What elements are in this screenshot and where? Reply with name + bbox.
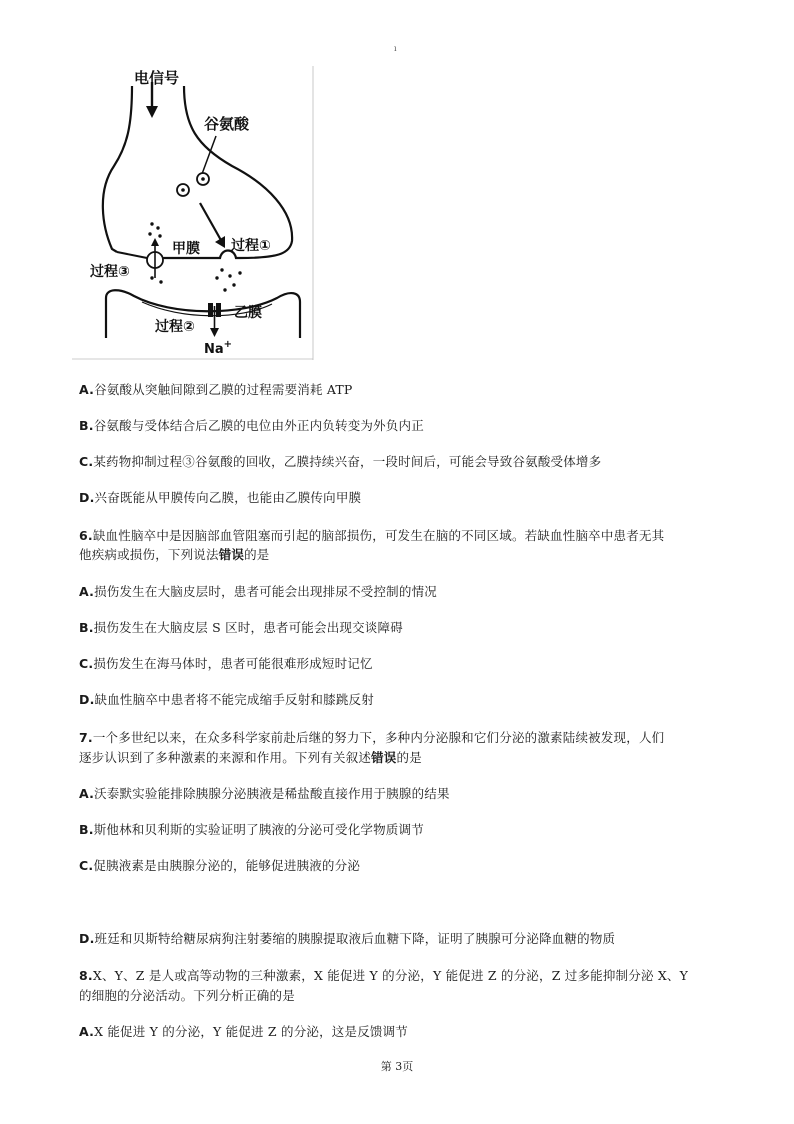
process2-receptor-channel: [208, 303, 221, 337]
q6-option-b: B.损伤发生在大脑皮层 S 区时，患者可能会出现交谈障碍: [79, 620, 403, 635]
q6-option-c: C.损伤发生在海马体时，患者可能很难形成短时记忆: [79, 656, 373, 671]
q5-option-b: B.谷氨酸与受体结合后乙膜的电位由外正内负转变为外负内正: [79, 418, 424, 433]
presynaptic-terminal-outline: [103, 86, 292, 258]
label-membrane-a: 甲膜: [172, 241, 200, 257]
q6-stem-line1: 6.缺血性脑卒中是因脑部血管阻塞而引起的脑部损伤，可发生在脑的不同区域。若缺血性脑卒中患者无其: [79, 528, 665, 543]
q6-stem-line2: 他疾病或损伤，下列说法错误的是: [79, 547, 270, 562]
label-process3: 过程③: [90, 264, 130, 280]
exocytosis-arrow: [200, 203, 225, 248]
q7-stem-line1: 7.一个多世纪以来，在众多科学家前赴后继的努力下，多种内分泌腺和它们分泌的激素陆续被发现，人们: [79, 730, 665, 745]
synaptic-vesicles: [177, 173, 209, 196]
page-number: 第 3页: [380, 1060, 414, 1073]
page-top-mark: ı: [394, 44, 397, 53]
label-signal: 电信号: [134, 69, 180, 87]
q8-stem-line1: 8.X、Y、Z 是人或高等动物的三种激素，X 能促进 Y 的分泌，Y 能促进 Z 的分泌，Z 过多能抑制分泌 X、Y: [79, 968, 689, 983]
q7-stem-line2: 逐步认识到了多种激素的来源和作用。下列有关叙述错误的是: [79, 750, 422, 765]
label-sodium: Na+: [204, 339, 233, 357]
label-process1: 过程①: [231, 238, 271, 254]
q7-option-b: B.斯他林和贝利斯的实验证明了胰液的分泌可受化学物质调节: [79, 822, 424, 837]
q7-option-d: D.班廷和贝斯特给糖尿病狗注射萎缩的胰腺提取液后血糖下降，证明了胰腺可分泌降血糖的物质: [79, 931, 616, 946]
postsynaptic-membrane: [106, 290, 300, 338]
q5-option-c: C.某药物抑制过程③谷氨酸的回收，乙膜持续兴奋，一段时间后，可能会导致谷氨酸受体增多: [79, 454, 602, 469]
q8-option-a: A.X 能促进 Y 的分泌，Y 能促进 Z 的分泌，这是反馈调节: [79, 1024, 408, 1039]
q6-option-a: A.损伤发生在大脑皮层时，患者可能会出现排尿不受控制的情况: [79, 584, 437, 599]
label-process2: 过程②: [155, 319, 195, 335]
q7-option-a: A.沃泰默实验能排除胰腺分泌胰液是稀盐酸直接作用于胰腺的结果: [79, 786, 450, 801]
q5-option-a: A.谷氨酸从突触间隙到乙膜的过程需要消耗 ATP: [79, 382, 353, 397]
label-glutamate: 谷氨酸: [204, 115, 250, 133]
q6-option-d: D.缺血性脑卒中患者将不能完成缩手反射和膝跳反射: [79, 692, 374, 707]
label-membrane-b: 乙膜: [234, 305, 262, 321]
q5-option-d: D.兴奋既能从甲膜传向乙膜，也能由乙膜传向甲膜: [79, 490, 362, 505]
q7-option-c: C.促胰液素是由胰腺分泌的，能够促进胰液的分泌: [79, 858, 361, 873]
synapse-diagram: [72, 66, 314, 360]
signal-arrow: [146, 82, 158, 118]
q8-stem-line2: 的细胞的分泌活动。下列分析正确的是: [79, 988, 295, 1003]
